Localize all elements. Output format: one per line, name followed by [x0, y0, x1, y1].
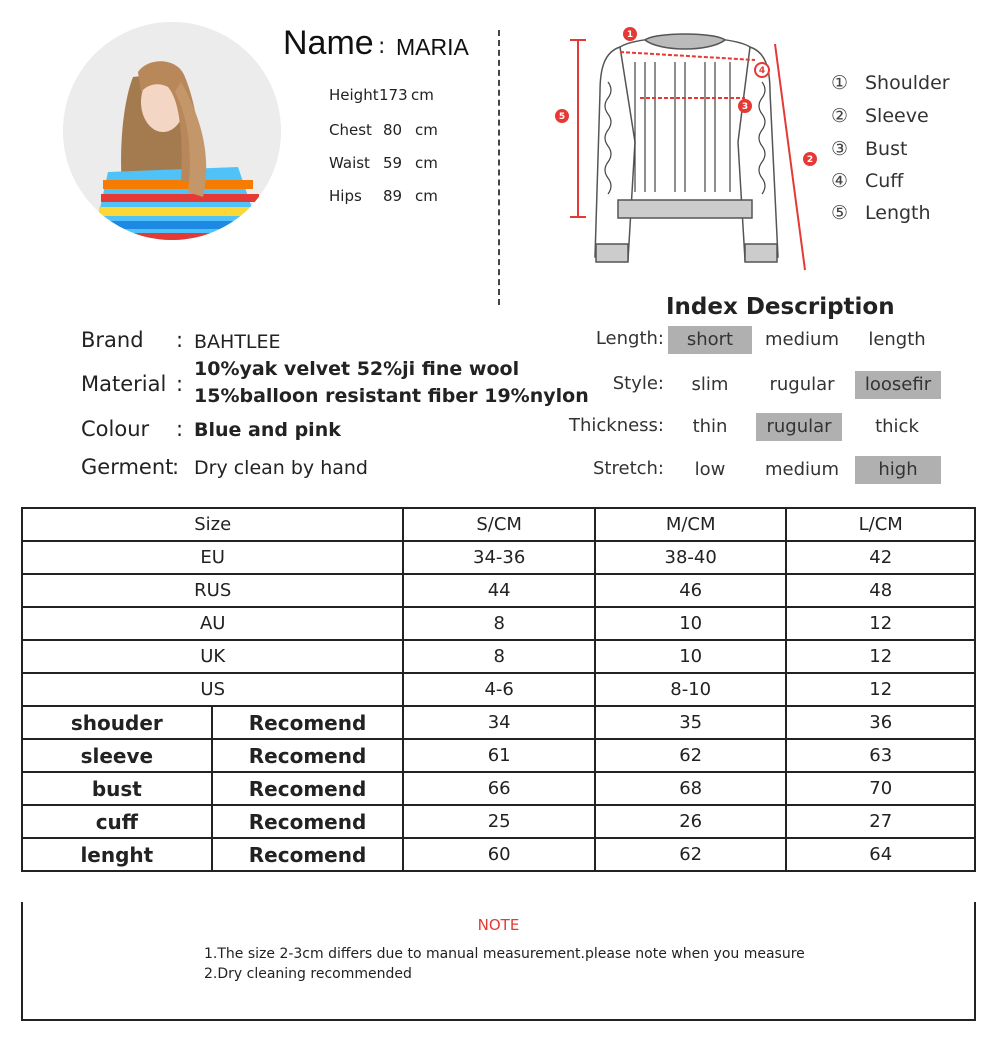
measurement-waist	[329, 154, 438, 172]
index-option-short: short	[668, 326, 752, 354]
colour-colon: :	[176, 417, 184, 441]
row-sublabel: Recomend	[212, 772, 404, 805]
table-cell: 12	[786, 640, 975, 673]
colour-label: Colour	[81, 417, 150, 441]
row-label: cuff	[22, 805, 212, 838]
measurement-hips	[329, 187, 438, 205]
measurement-value: 59	[383, 154, 403, 172]
index-option-medium: medium	[765, 459, 839, 480]
index-label-style: Style:	[612, 373, 664, 394]
table-cell: 10	[595, 640, 787, 673]
legend-number: ①	[831, 72, 849, 94]
measurement-unit: cm	[411, 86, 434, 104]
row-label: EU	[22, 541, 403, 574]
header-cell: S/CM	[403, 508, 595, 541]
table-cell: 66	[403, 772, 595, 805]
marker-4: 4	[758, 66, 766, 76]
note-line-1: 1.The size 2-3cm differs due to manual measurement.please note when you measure	[204, 946, 805, 962]
measurement-unit: cm	[415, 121, 438, 139]
table-cell: 46	[595, 574, 787, 607]
table-cell: 63	[786, 739, 975, 772]
table-header-row	[22, 508, 975, 541]
row-label: bust	[22, 772, 212, 805]
marker-1: 1	[626, 30, 634, 40]
name-separator: :	[378, 34, 386, 59]
sweater-diagram	[550, 22, 820, 282]
table-cell: 64	[786, 838, 975, 871]
table-row	[22, 838, 975, 871]
row-label: RUS	[22, 574, 403, 607]
index-option-thin: thin	[692, 416, 728, 437]
table-cell: 25	[403, 805, 595, 838]
legend-label: Length	[865, 202, 931, 224]
table-cell: 34	[403, 706, 595, 739]
model-photo	[63, 22, 281, 240]
index-option-thick: thick	[875, 416, 919, 437]
measurement-chest	[329, 121, 438, 139]
index-option-medium: medium	[765, 329, 839, 350]
material-line-1: 10%yak velvet 52%ji fine wool	[194, 358, 520, 380]
header-cell: M/CM	[595, 508, 787, 541]
note-box	[21, 902, 976, 1021]
note-line-2: 2.Dry cleaning recommended	[204, 966, 412, 982]
table-cell: 26	[595, 805, 787, 838]
legend-number: ②	[831, 105, 849, 127]
marker-2: 2	[806, 155, 814, 165]
name-label: Name	[283, 24, 374, 62]
table-cell: 48	[786, 574, 975, 607]
legend-item-cuff	[831, 170, 903, 192]
legend-label: Bust	[865, 138, 908, 160]
table-cell: 10	[595, 607, 787, 640]
row-sublabel: Recomend	[212, 805, 404, 838]
table-cell: 36	[786, 706, 975, 739]
germent-value: Dry clean by hand	[194, 457, 368, 479]
material-line-2: 15%balloon resistant fiber 19%nylon	[194, 385, 589, 407]
brand-colon: :	[176, 328, 184, 352]
header-cell: L/CM	[786, 508, 975, 541]
row-label: shouder	[22, 706, 212, 739]
table-cell: 27	[786, 805, 975, 838]
row-label: sleeve	[22, 739, 212, 772]
measurement-label: Waist	[329, 154, 370, 172]
note-title: NOTE	[477, 916, 520, 934]
legend-item-length	[831, 202, 931, 224]
legend-number: ③	[831, 138, 849, 160]
marker-5: 5	[558, 112, 566, 122]
table-row	[22, 607, 975, 640]
colour-value: Blue and pink	[194, 419, 341, 441]
table-cell: 68	[595, 772, 787, 805]
row-label: UK	[22, 640, 403, 673]
table-cell: 8	[403, 640, 595, 673]
index-option-rugular: rugular	[769, 374, 835, 395]
table-cell: 60	[403, 838, 595, 871]
table-cell: 44	[403, 574, 595, 607]
size-table	[21, 507, 976, 872]
measurement-unit: cm	[415, 187, 438, 205]
table-cell: 12	[786, 607, 975, 640]
measurement-unit: cm	[415, 154, 438, 172]
table-cell: 38-40	[595, 541, 787, 574]
row-sublabel: Recomend	[212, 739, 404, 772]
index-option-loosefir: loosefir	[855, 371, 941, 399]
material-colon: :	[176, 372, 184, 396]
index-option-length: length	[868, 329, 926, 350]
measurement-label: Height	[329, 86, 379, 104]
row-label: US	[22, 673, 403, 706]
table-cell: 62	[595, 838, 787, 871]
table-cell: 70	[786, 772, 975, 805]
table-cell: 8-10	[595, 673, 787, 706]
table-cell: 12	[786, 673, 975, 706]
index-option-slim: slim	[691, 374, 729, 395]
germent-colon: :	[172, 455, 180, 479]
legend-item-bust	[831, 138, 907, 160]
table-row	[22, 739, 975, 772]
legend-label: Cuff	[865, 170, 904, 192]
model-name: MARIA	[396, 34, 469, 60]
table-cell: 42	[786, 541, 975, 574]
index-title: Index Description	[666, 294, 895, 320]
index-label-stretch: Stretch:	[593, 458, 664, 479]
index-option-rugular: rugular	[756, 413, 842, 441]
measurement-label: Chest	[329, 121, 372, 139]
table-row	[22, 574, 975, 607]
table-cell: 62	[595, 739, 787, 772]
index-label-length: Length:	[595, 328, 664, 349]
legend-item-sleeve	[831, 105, 929, 127]
index-option-high: high	[855, 456, 941, 484]
table-cell: 35	[595, 706, 787, 739]
table-cell: 8	[403, 607, 595, 640]
index-option-low: low	[694, 459, 726, 480]
legend-label: Shoulder	[865, 72, 950, 94]
header-cell: Size	[22, 508, 403, 541]
brand-label: Brand	[81, 328, 144, 352]
measurement-label: Hips	[329, 187, 362, 205]
table-cell: 34-36	[403, 541, 595, 574]
legend-item-shoulder	[831, 72, 950, 94]
measurement-value: 173	[379, 86, 408, 104]
table-row	[22, 772, 975, 805]
row-sublabel: Recomend	[212, 706, 404, 739]
table-row	[22, 673, 975, 706]
index-label-thickness: Thickness:	[568, 415, 664, 436]
dashed-divider	[498, 30, 500, 305]
marker-3: 3	[741, 102, 749, 112]
table-row	[22, 541, 975, 574]
material-label: Material	[81, 372, 167, 396]
measurement-value: 89	[383, 187, 403, 205]
brand-value: BAHTLEE	[194, 331, 281, 353]
table-row	[22, 706, 975, 739]
row-sublabel: Recomend	[212, 838, 404, 871]
germent-label: Germent	[81, 455, 174, 479]
table-row	[22, 805, 975, 838]
measurement-value: 80	[383, 121, 403, 139]
table-cell: 61	[403, 739, 595, 772]
table-row	[22, 640, 975, 673]
legend-number: ⑤	[831, 202, 849, 224]
legend-number: ④	[831, 170, 849, 192]
measurement-height	[329, 86, 434, 104]
table-cell: 4-6	[403, 673, 595, 706]
row-label: lenght	[22, 838, 212, 871]
legend-label: Sleeve	[865, 105, 929, 127]
row-label: AU	[22, 607, 403, 640]
